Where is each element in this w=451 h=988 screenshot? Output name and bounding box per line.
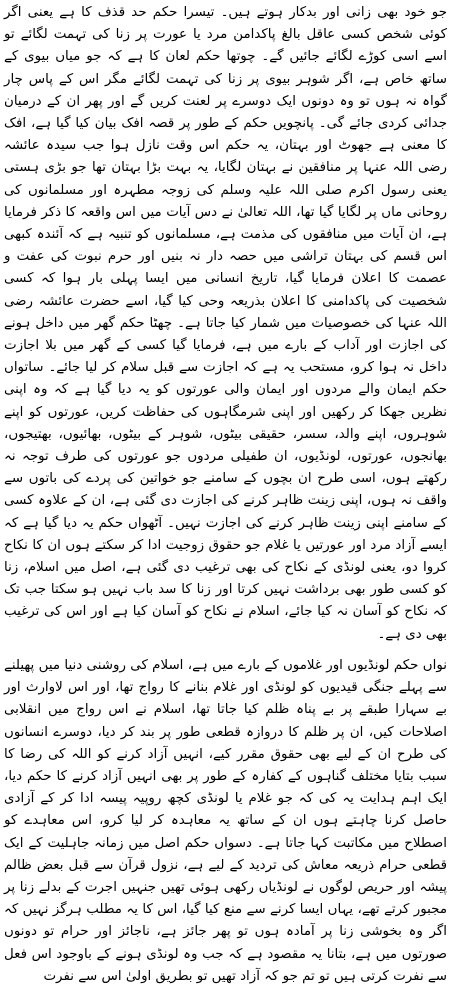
body-paragraph-2: نواں حکم لونڈیوں اور غلاموں کے بارے میں ہے، اسلام کی روشنی دنیا میں پھیلنے سے پہلے جنگی قیدیوں کو لونڈی اور غلام بنانے کا رواج تھا، اور اس لاوارث اور بے سہارا طبقے پر بے پناہ ظلم کیا جاتا تھا، اسلام نے اس رواج میں انقلابی اصلاحات کیں، ان پر ظلم کا دروازہ قطعی طور پر بند کر دیا، دوسرے انسانوں کی طرح ان کے لیے بھی حقوق مقرر کیے، انہیں آزاد کرنے کو اللہ کی رضا کا سبب بتایا مختلف گناہوں کے کفارہ کے طور پر بھی انہیں آزاد کرنے کا حکم دیا، ایک اہم ہدایت یہ کی کہ جو غلام یا لونڈی کچھ روپیہ پیسہ ادا کر کے آزادی حاصل کرنا چاہتے ہوں ان کے ساتھ یہ معاہدہ کر لیا کرو، اس معاہدے کو اصطلاح میں مکاتبت کہا جاتا ہے۔ دسواں حکم اصل میں زمانہ جاہلیت کے ایک قطعی حرام ذریعہ معاش کی تردید کے لیے ہے، نزول قرآن سے قبل بعض ظالم پیشہ اور حریص لوگوں نے لونڈیاں رکھی ہوئی تھیں جنہیں اجرت کے بدلے زنا پر مجبور کرتے تھے، یہاں ایسا کرنے سے منع کیا گیا، اس کا یہ مطلب ہرگز نہیں کہ اگر وہ بخوشی زنا پر آمادہ ہوں تو پھر جائز ہے، ناجائز اور حرام تو دونوں صورتوں میں ہے، بتانا یہ مقصود ہے کہ جب وہ لونڈی ہونے کے باوجود اس فعل سے نفرت کرتی ہیں تو تم جو کہ آزاد تھیں تو بطریق اولیٰ اس سے نفرت <box>4 657 447 984</box>
paragraph-gap <box>4 646 447 655</box>
body-paragraph-1: جو خود بھی زانی اور بدکار ہوتے ہیں۔ تیسرا حکم حد قذف کا ہے یعنی اگر کوئی شخص کسی عاقل بالغ پاکدامن مرد یا عورت پر زنا کی تہمت لگائے تو اسے اسی کوڑے لگائے جائیں گے۔ چوتھا حکم لعان کا ہے کہ جو میاں بیوی کے ساتھ خاص ہے، اگر شوہر بیوی پر زنا کی تہمت لگائے مگر اس کے پاس چار گواہ نہ ہوں تو وہ دونوں ایک دوسرے پر لعنت کریں گے اور پھر ان کے درمیان جدائی کردی جائے گی۔ پانچویں حکم کے طور پر قصہ افک بیان کیا گیا ہے، افک کا معنی ہے جھوٹ اور بہتان، یہ حکم اس وقت نازل ہوا جب سیدہ عائشہ رضی اللہ عنہا پر منافقین نے بہتان لگایا، یہ بہت بڑا بہتان تھا جو بڑی ہستی یعنی رسول اکرم صلی اللہ علیہ وسلم کی زوجہ مطہرہ اور مسلمانوں کی روحانی ماں پر لگایا گیا تھا، اللہ تعالیٰ نے دس آیات میں اس واقعہ کا ذکر فرمایا ہے، ان آیات میں منافقوں کی مذمت ہے، مسلمانوں کو تنبیہ ہے کہ آئندہ کبھی اس قسم کی بہتان تراشی میں حصہ دار نہ بنیں اور حرم نبوت کی عفت و عصمت کا اعلان فرمایا گیا، تاریخ انسانی میں ایسا پہلی بار ہوا کہ کسی شخصیت کی پاکدامنی کا اعلان بذریعہ وحی کیا گیا، اسے حضرت عائشہ رضی اللہ عنہا کی خصوصیات میں شمار کیا جاتا ہے۔ چھٹا حکم گھر میں داخل ہونے کی اجازت اور آداب کے بارے میں ہے، فرمایا گیا کسی کے گھر میں بلا اجازت داخل نہ ہوا کرو، مستحب یہ ہے کہ اجازت سے قبل سلام کر لیا جائے۔ ساتواں حکم ایمان والے مردوں اور ایمان والی عورتوں کو یہ دیا گیا ہے کہ وہ اپنی نظریں جھکا کر رکھیں اور اپنی شرمگاہوں کی حفاظت کریں، عورتوں کو اپنے شوہروں، اپنے والد، سسر، حقیقی بیٹوں، شوہر کے بیٹوں، بھائیوں، بھتیجوں، بھانجوں، عورتوں، لونڈیوں، ان طفیلی مردوں جو عورتوں کی طرف توجہ نہ رکھتے ہوں، اسی طرح ان بچوں کے سامنے جو خواتین کی پردے کی باتوں سے واقف نہ ہوں، اپنی زینت ظاہر کرنے کی اجازت دی گئی ہے، ان کے علاوہ کسی کے سامنے اپنی زینت ظاہر کرنے کی اجازت نہیں۔ آٹھواں حکم یہ دیا گیا ہے کہ ایسے آزاد مرد اور عورتیں یا غلام جو حقوق زوجیت ادا کر سکتے ہوں ان کا نکاح کروا دو، یعنی لونڈی کے نکاح کی بھی ترغیب دی گئی ہے، اصل میں اسلام، زنا کو کسی طور بھی برداشت نہیں کرتا اور زنا کا سد باب نہیں ہو سکتا جب تک کہ نکاح کو آسان نہ کیا جائے، اسلام نے نکاح کو آسان کیا ہے اور اس کی ترغیب بھی دی ہے۔ <box>4 5 447 642</box>
